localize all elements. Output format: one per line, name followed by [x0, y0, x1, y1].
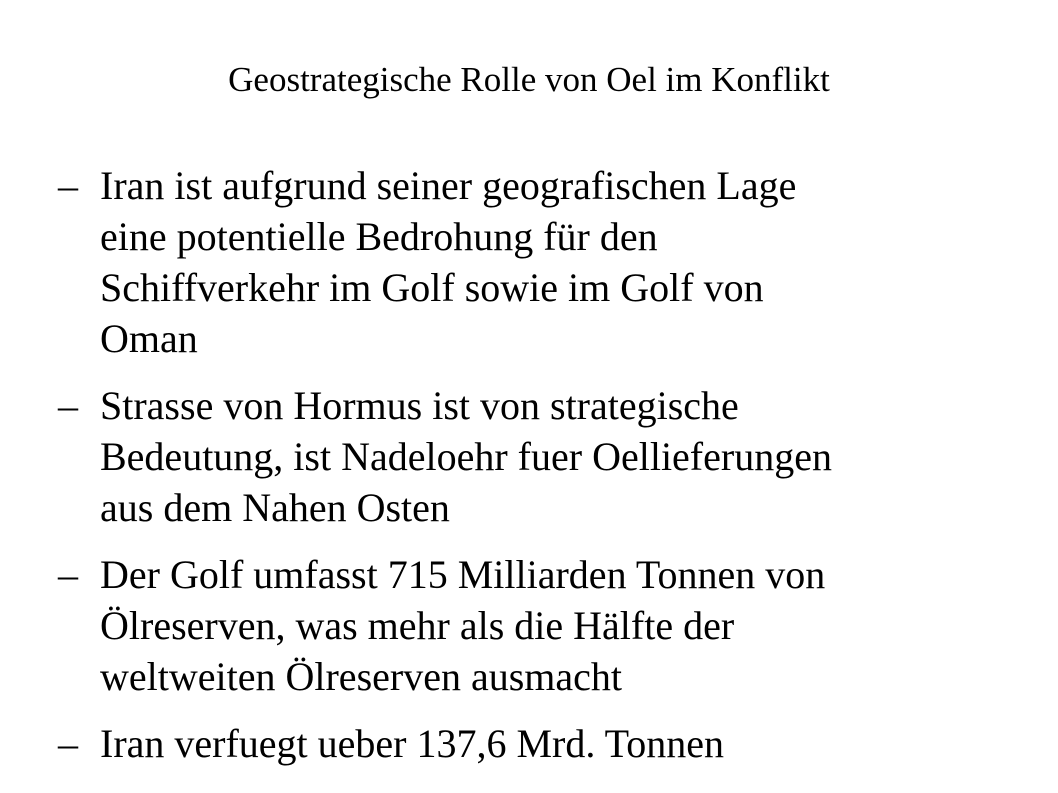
- bullet-item: [0, 549, 1058, 702]
- bullet-dash: –: [58, 383, 78, 428]
- bullet-line: aus dem Nahen Osten: [100, 485, 450, 530]
- slide-title: Geostrategische Rolle von Oel im Konflikt: [228, 60, 830, 99]
- bullet-line: Iran verfuegt ueber 137,6 Mrd. Tonnen: [100, 721, 725, 766]
- bullet-item: [0, 718, 1058, 769]
- bullet-line: Iran ist aufgrund seiner geografischen Lage: [100, 163, 797, 208]
- bullet-line: Ölreserven, was mehr als die Hälfte der: [100, 603, 735, 648]
- bullet-line: Bedeutung, ist Nadeloehr fuer Oellieferungen: [100, 434, 832, 479]
- bullet-item: [0, 160, 1058, 364]
- bullet-dash: –: [58, 552, 78, 597]
- bullet-dash: –: [58, 163, 78, 208]
- bullet-text: [100, 160, 1020, 364]
- bullet-text: [100, 380, 1020, 533]
- bullet-line: Schiffverkehr im Golf sowie im Golf von: [100, 265, 764, 310]
- bullet-dash: –: [58, 721, 78, 766]
- bullet-line: weltweiten Ölreserven ausmacht: [100, 654, 623, 699]
- bullet-line: Der Golf umfasst 715 Milliarden Tonnen von: [100, 552, 826, 597]
- bullet-item: [0, 380, 1058, 533]
- bullet-line: eine potentielle Bedrohung für den: [100, 214, 658, 259]
- bullet-line: Oman: [100, 316, 198, 361]
- bullet-list: [0, 160, 1058, 785]
- bullet-text: [100, 549, 1020, 702]
- bullet-line: Strasse von Hormus ist von strategische: [100, 383, 739, 428]
- bullet-text: [100, 718, 1020, 769]
